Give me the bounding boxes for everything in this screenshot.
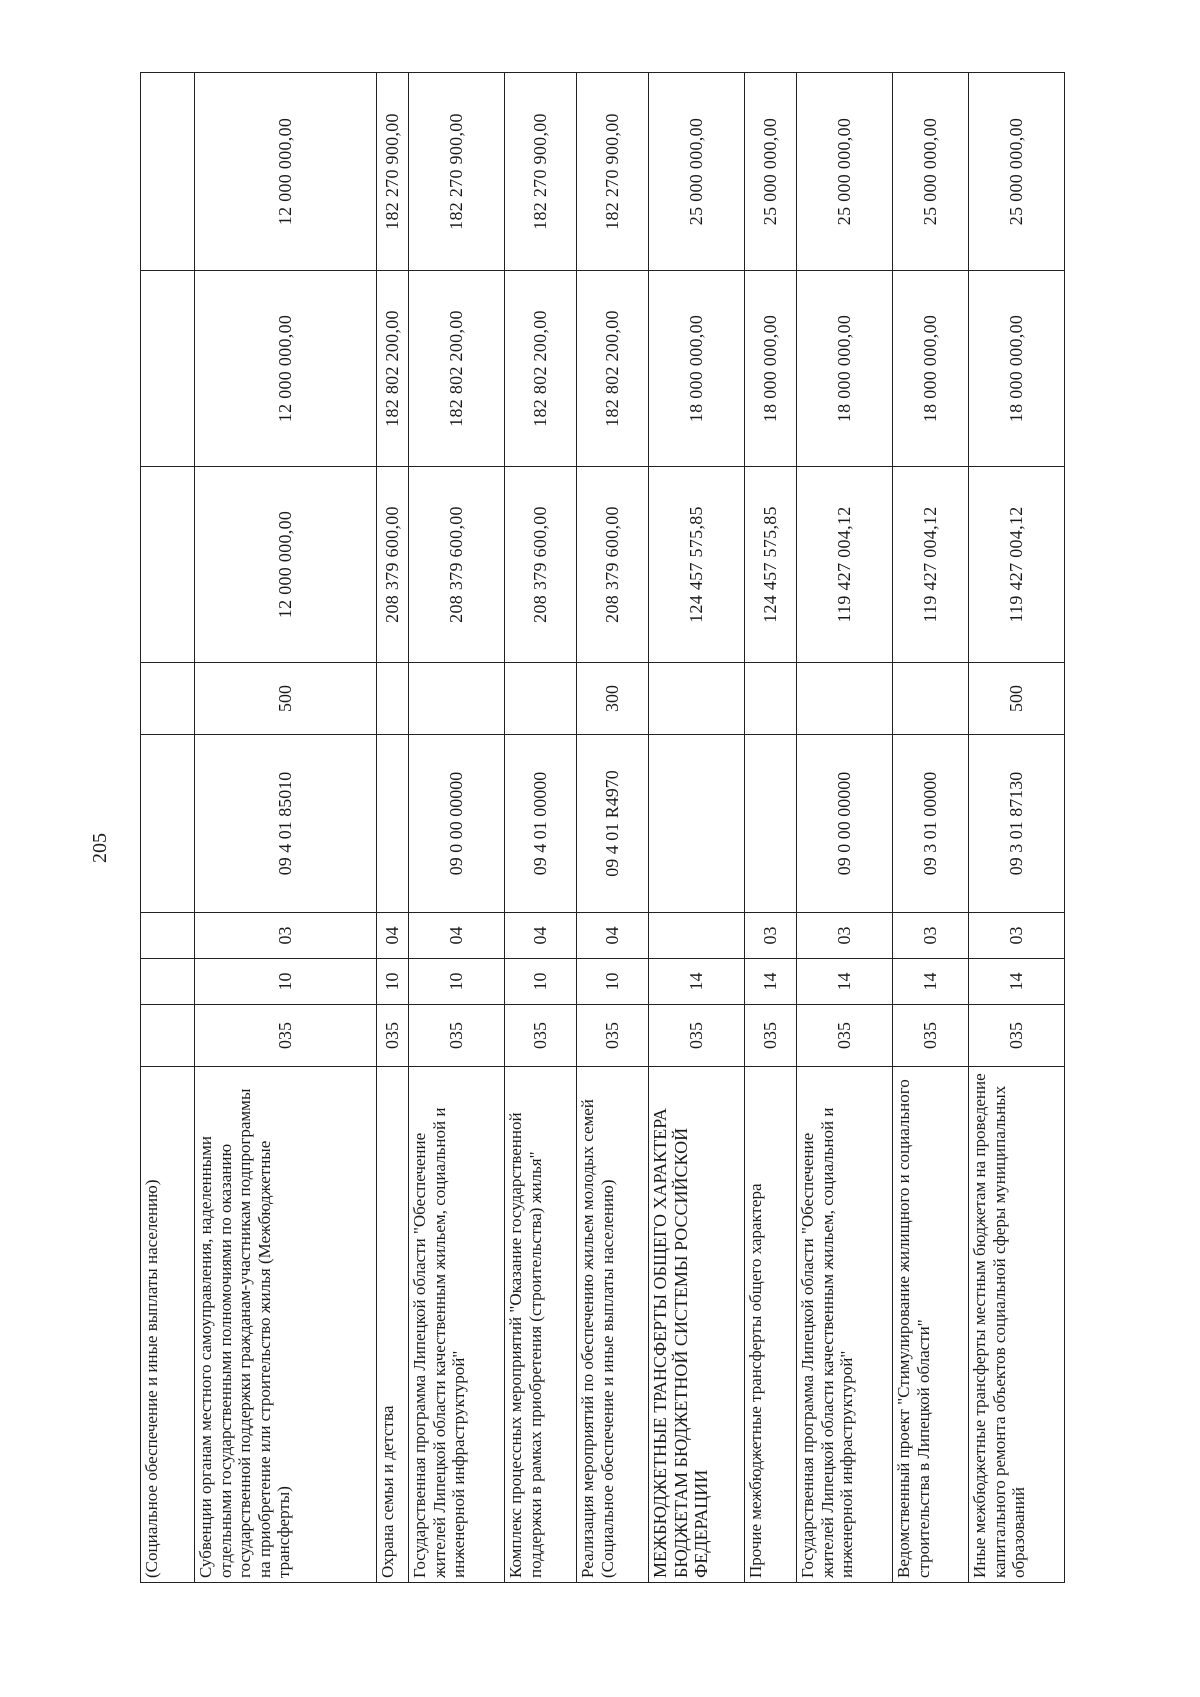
target-article	[649, 735, 745, 913]
amount-year-1: 208 379 600,00	[505, 467, 577, 663]
amount-year-1: 208 379 600,00	[377, 467, 409, 663]
amount-year-3: 25 000 000,00	[649, 73, 745, 271]
section-code: 10	[577, 959, 649, 1005]
item-name: Государственная программа Липецкой области "Обеспечение жителей Липецкой области качественным жильем, социальной и инженерной инфраструктурой"	[797, 1067, 893, 1583]
budget-table	[140, 72, 1065, 1583]
expense-type	[409, 663, 505, 735]
table-row	[577, 73, 649, 1583]
expense-type	[649, 663, 745, 735]
admin-code: 035	[505, 1005, 577, 1067]
amount-year-1: 119 427 004,12	[893, 467, 969, 663]
admin-code: 035	[195, 1005, 377, 1067]
admin-code: 035	[745, 1005, 797, 1067]
table-row	[505, 73, 577, 1583]
subsection-code: 04	[577, 913, 649, 959]
item-name: (Социальное обеспечение и иные выплаты населению)	[141, 1067, 195, 1583]
admin-code: 035	[969, 1005, 1065, 1067]
expense-type	[377, 663, 409, 735]
amount-year-3: 25 000 000,00	[969, 73, 1065, 271]
amount-year-1: 119 427 004,12	[797, 467, 893, 663]
expense-type: 500	[969, 663, 1065, 735]
admin-code: 035	[409, 1005, 505, 1067]
amount-year-3: 25 000 000,00	[745, 73, 797, 271]
amount-year-2: 18 000 000,00	[797, 271, 893, 467]
item-name: Охрана семьи и детства	[377, 1067, 409, 1583]
amount-year-3: 182 270 900,00	[409, 73, 505, 271]
subsection-code: 03	[745, 913, 797, 959]
subsection-code: 04	[377, 913, 409, 959]
amount-year-3: 182 270 900,00	[505, 73, 577, 271]
subsection-code: 03	[893, 913, 969, 959]
subsection-code	[141, 913, 195, 959]
subsection-code: 03	[195, 913, 377, 959]
budget-table-container	[140, 73, 1120, 1583]
target-article	[377, 735, 409, 913]
admin-code: 035	[893, 1005, 969, 1067]
table-row	[893, 73, 969, 1583]
target-article	[141, 735, 195, 913]
expense-type	[745, 663, 797, 735]
target-article: 09 3 01 87130	[969, 735, 1065, 913]
subsection-code: 03	[969, 913, 1065, 959]
amount-year-3: 25 000 000,00	[893, 73, 969, 271]
amount-year-3: 182 270 900,00	[577, 73, 649, 271]
admin-code: 035	[797, 1005, 893, 1067]
target-article	[745, 735, 797, 913]
item-name: Иные межбюджетные трансферты местным бюджетам на проведение капитального ремонта объектов социальной сферы муниципальных образований	[969, 1067, 1065, 1583]
table-row	[649, 73, 745, 1583]
table-row	[377, 73, 409, 1583]
section-code: 10	[195, 959, 377, 1005]
amount-year-2: 182 802 200,00	[577, 271, 649, 467]
target-article: 09 4 01 85010	[195, 735, 377, 913]
target-article: 09 3 01 00000	[893, 735, 969, 913]
admin-code: 035	[577, 1005, 649, 1067]
section-code: 10	[409, 959, 505, 1005]
amount-year-3: 12 000 000,00	[195, 73, 377, 271]
section-code: 14	[893, 959, 969, 1005]
amount-year-1	[141, 467, 195, 663]
item-name: Государственная программа Липецкой области "Обеспечение жителей Липецкой области качественным жильем, социальной и инженерной инфраструктурой"	[409, 1067, 505, 1583]
target-article: 09 4 01 R4970	[577, 735, 649, 913]
admin-code: 035	[377, 1005, 409, 1067]
table-row	[409, 73, 505, 1583]
amount-year-2: 182 802 200,00	[409, 271, 505, 467]
amount-year-1: 12 000 000,00	[195, 467, 377, 663]
amount-year-2	[141, 271, 195, 467]
table-row	[969, 73, 1065, 1583]
section-code: 10	[505, 959, 577, 1005]
subsection-code	[649, 913, 745, 959]
section-code: 14	[649, 959, 745, 1005]
target-article: 09 0 00 00000	[797, 735, 893, 913]
section-code: 14	[797, 959, 893, 1005]
section-code: 14	[969, 959, 1065, 1005]
page-number: 205	[89, 833, 111, 863]
amount-year-2: 182 802 200,00	[377, 271, 409, 467]
amount-year-2: 18 000 000,00	[969, 271, 1065, 467]
table-row	[141, 73, 195, 1583]
amount-year-2: 18 000 000,00	[649, 271, 745, 467]
admin-code	[141, 1005, 195, 1067]
item-name: Субвенции органам местного самоуправления, наделенными отдельными государственными полномочиями по оказанию государственной поддержки гражданам-участникам подпрограммы на приобретение или строительство жилья (Межбюджетные трансферты)	[195, 1067, 377, 1583]
target-article: 09 0 00 00000	[409, 735, 505, 913]
section-code: 10	[377, 959, 409, 1005]
amount-year-1: 124 457 575,85	[745, 467, 797, 663]
item-name: МЕЖБЮДЖЕТНЫЕ ТРАНСФЕРТЫ ОБЩЕГО ХАРАКТЕРА БЮДЖЕТАМ БЮДЖЕТНОЙ СИСТЕМЫ РОССИЙСКОЙ ФЕДЕРАЦИИ	[649, 1067, 745, 1583]
amount-year-1: 119 427 004,12	[969, 467, 1065, 663]
subsection-code: 04	[505, 913, 577, 959]
amount-year-2: 18 000 000,00	[893, 271, 969, 467]
item-name: Реализация мероприятий по обеспечению жильем молодых семей (Социальное обеспечение и иные выплаты населению)	[577, 1067, 649, 1583]
expense-type	[505, 663, 577, 735]
subsection-code: 04	[409, 913, 505, 959]
table-row	[797, 73, 893, 1583]
item-name: Комплекс процессных мероприятий "Оказание государственной поддержки в рамках приобретения (строительства) жилья"	[505, 1067, 577, 1583]
amount-year-2: 12 000 000,00	[195, 271, 377, 467]
table-row	[745, 73, 797, 1583]
amount-year-1: 124 457 575,85	[649, 467, 745, 663]
expense-type: 500	[195, 663, 377, 735]
expense-type	[141, 663, 195, 735]
amount-year-1: 208 379 600,00	[409, 467, 505, 663]
expense-type	[797, 663, 893, 735]
table-body	[141, 73, 1065, 1583]
section-code	[141, 959, 195, 1005]
amount-year-2: 18 000 000,00	[745, 271, 797, 467]
amount-year-3: 25 000 000,00	[797, 73, 893, 271]
amount-year-3	[141, 73, 195, 271]
admin-code: 035	[649, 1005, 745, 1067]
amount-year-1: 208 379 600,00	[577, 467, 649, 663]
amount-year-3: 182 270 900,00	[377, 73, 409, 271]
section-code: 14	[745, 959, 797, 1005]
table-row	[195, 73, 377, 1583]
item-name: Ведомственный проект "Стимулирование жилищного и социального строительства в Липецкой области"	[893, 1067, 969, 1583]
target-article: 09 4 01 00000	[505, 735, 577, 913]
expense-type	[893, 663, 969, 735]
subsection-code: 03	[797, 913, 893, 959]
expense-type: 300	[577, 663, 649, 735]
amount-year-2: 182 802 200,00	[505, 271, 577, 467]
item-name: Прочие межбюджетные трансферты общего характера	[745, 1067, 797, 1583]
